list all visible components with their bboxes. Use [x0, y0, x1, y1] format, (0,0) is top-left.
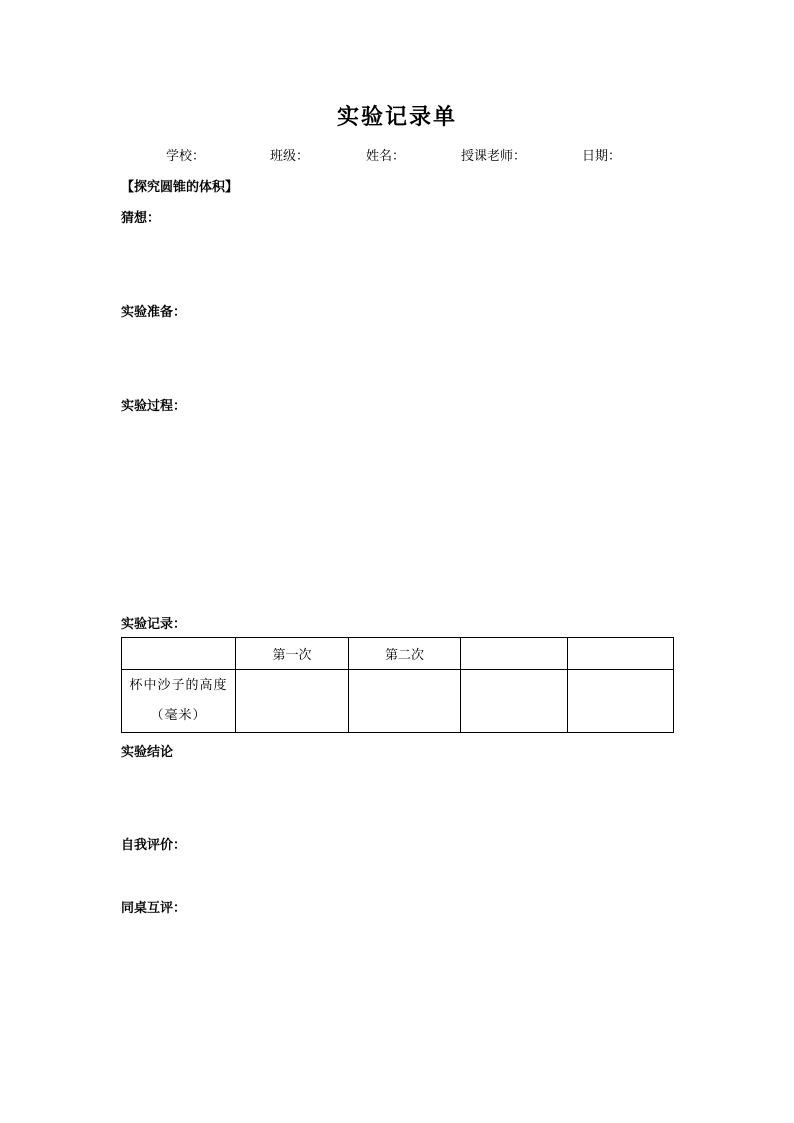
table-header-cell: 第一次	[236, 638, 349, 670]
record-heading: 实验记录：	[121, 617, 187, 632]
school-label: 学校：	[166, 149, 206, 164]
conclusion-heading: 实验结论	[121, 745, 174, 760]
page-title: 实验记录单	[336, 104, 457, 130]
row-label: 杯中沙子的高度（毫米）	[129, 678, 228, 723]
table-header-cell	[568, 638, 674, 670]
table-cell	[568, 670, 674, 733]
record-table	[121, 637, 674, 733]
table-header-cell: 第二次	[349, 638, 461, 670]
table-cell	[236, 670, 349, 733]
guess-heading: 猜想：	[121, 211, 161, 226]
table-header-row	[122, 638, 674, 670]
date-label: 日期：	[582, 149, 622, 164]
table-header-cell	[461, 638, 568, 670]
peer-eval-heading: 同桌互评：	[121, 901, 187, 916]
name-label: 姓名：	[366, 149, 406, 164]
table-header-cell	[122, 638, 236, 670]
preparation-heading: 实验准备：	[121, 305, 187, 320]
table-row	[122, 670, 674, 733]
row-label-cell	[122, 670, 236, 733]
process-heading: 实验过程：	[121, 399, 187, 414]
self-eval-heading: 自我评价：	[121, 838, 187, 853]
class-label: 班级：	[270, 149, 310, 164]
table-cell	[461, 670, 568, 733]
topic-heading: 【探究圆锥的体积】	[121, 180, 239, 195]
teacher-label: 授课老师：	[461, 149, 527, 164]
table-cell	[349, 670, 461, 733]
